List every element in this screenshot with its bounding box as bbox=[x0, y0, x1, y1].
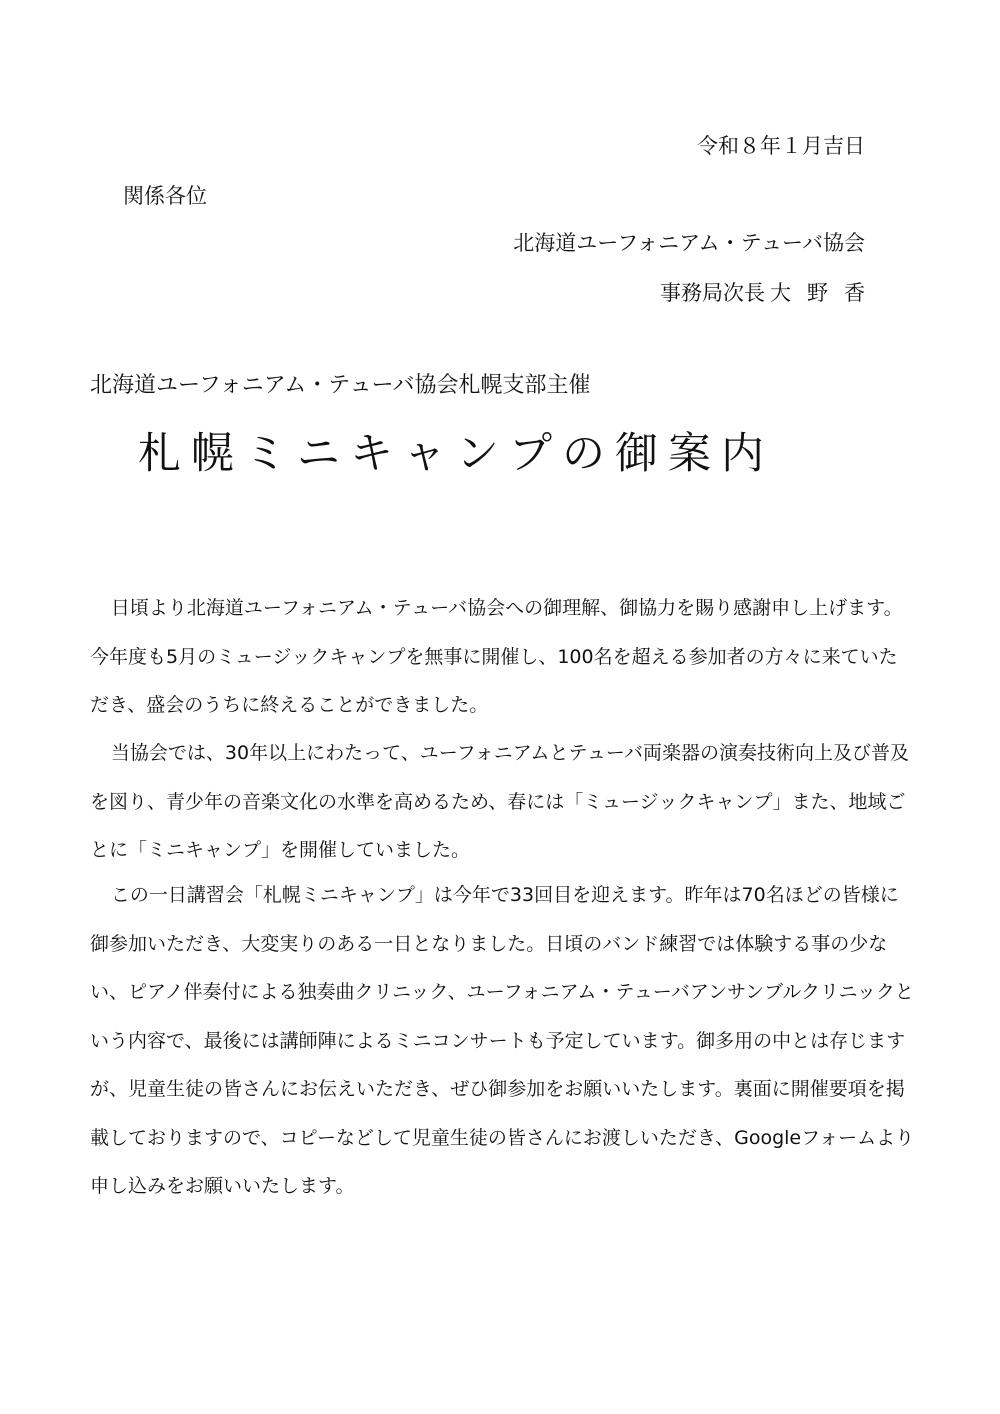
addressee: 関係各位 bbox=[123, 184, 207, 208]
paragraph-text: 当協会では、30年以上にわたって、ユーフォニアムとテューバ両楽器の演奏技術向上及び普及を図り、青少年の音楽文化の水準を高めるため、春には「ミュージックキャンプ」また、地域ごとに「ミニキャンプ」を開催していました。 bbox=[90, 742, 909, 861]
sender-name-mid: 野 bbox=[807, 281, 828, 305]
page-title: 札幌ミニキャンプの御案内 bbox=[138, 429, 774, 479]
paragraph-text: 日頃より北海道ユーフォニアム・テューバ協会への御理解、御協力を賜り感謝申し上げます。今年度も5月のミュージックキャンプを無事に開催し、100名を超える参加者の方々に来ていただき、盛会のうちに終えることができました。 bbox=[90, 597, 903, 716]
body-paragraph-3 bbox=[90, 871, 916, 1211]
sponsor-line: 北海道ユーフォニアム・テューバ協会札幌支部主催 bbox=[90, 373, 591, 398]
sender-title: 事務局次長 bbox=[660, 281, 765, 305]
paragraph-text: この一日講習会「札幌ミニキャンプ」は今年で33回目を迎えます。昨年は70名ほどの皆様に御参加いただき、大変実りのある一日となりました。日頃のバンド練習では体験する事の少ない、ピアノ伴奏付による独奏曲クリニック、ユーフォニアム・テューバアンサンブルクリニックという内容で、最後には講師陣によるミニコンサートも予定しています。御多用の中とは存じますが、児童生徒の皆さんにお伝えいただき、ぜひ御参加をお願いいたします。裏面に開催要項を掲載しておりますので、コピーなどして児童生徒の皆さんにお渡しいただき、Googleフォームより申し込みをお願いいたします。 bbox=[90, 884, 915, 1197]
body-paragraph-1 bbox=[90, 584, 916, 730]
sender-name-family: 大 bbox=[770, 281, 791, 305]
sender-name bbox=[770, 277, 865, 307]
document-date: 令和８年１月吉日 bbox=[697, 134, 865, 158]
body-paragraph-2 bbox=[90, 729, 916, 875]
sender-name-given: 香 bbox=[844, 281, 865, 305]
sender-organization: 北海道ユーフォニアム・テューバ協会 bbox=[513, 231, 865, 255]
